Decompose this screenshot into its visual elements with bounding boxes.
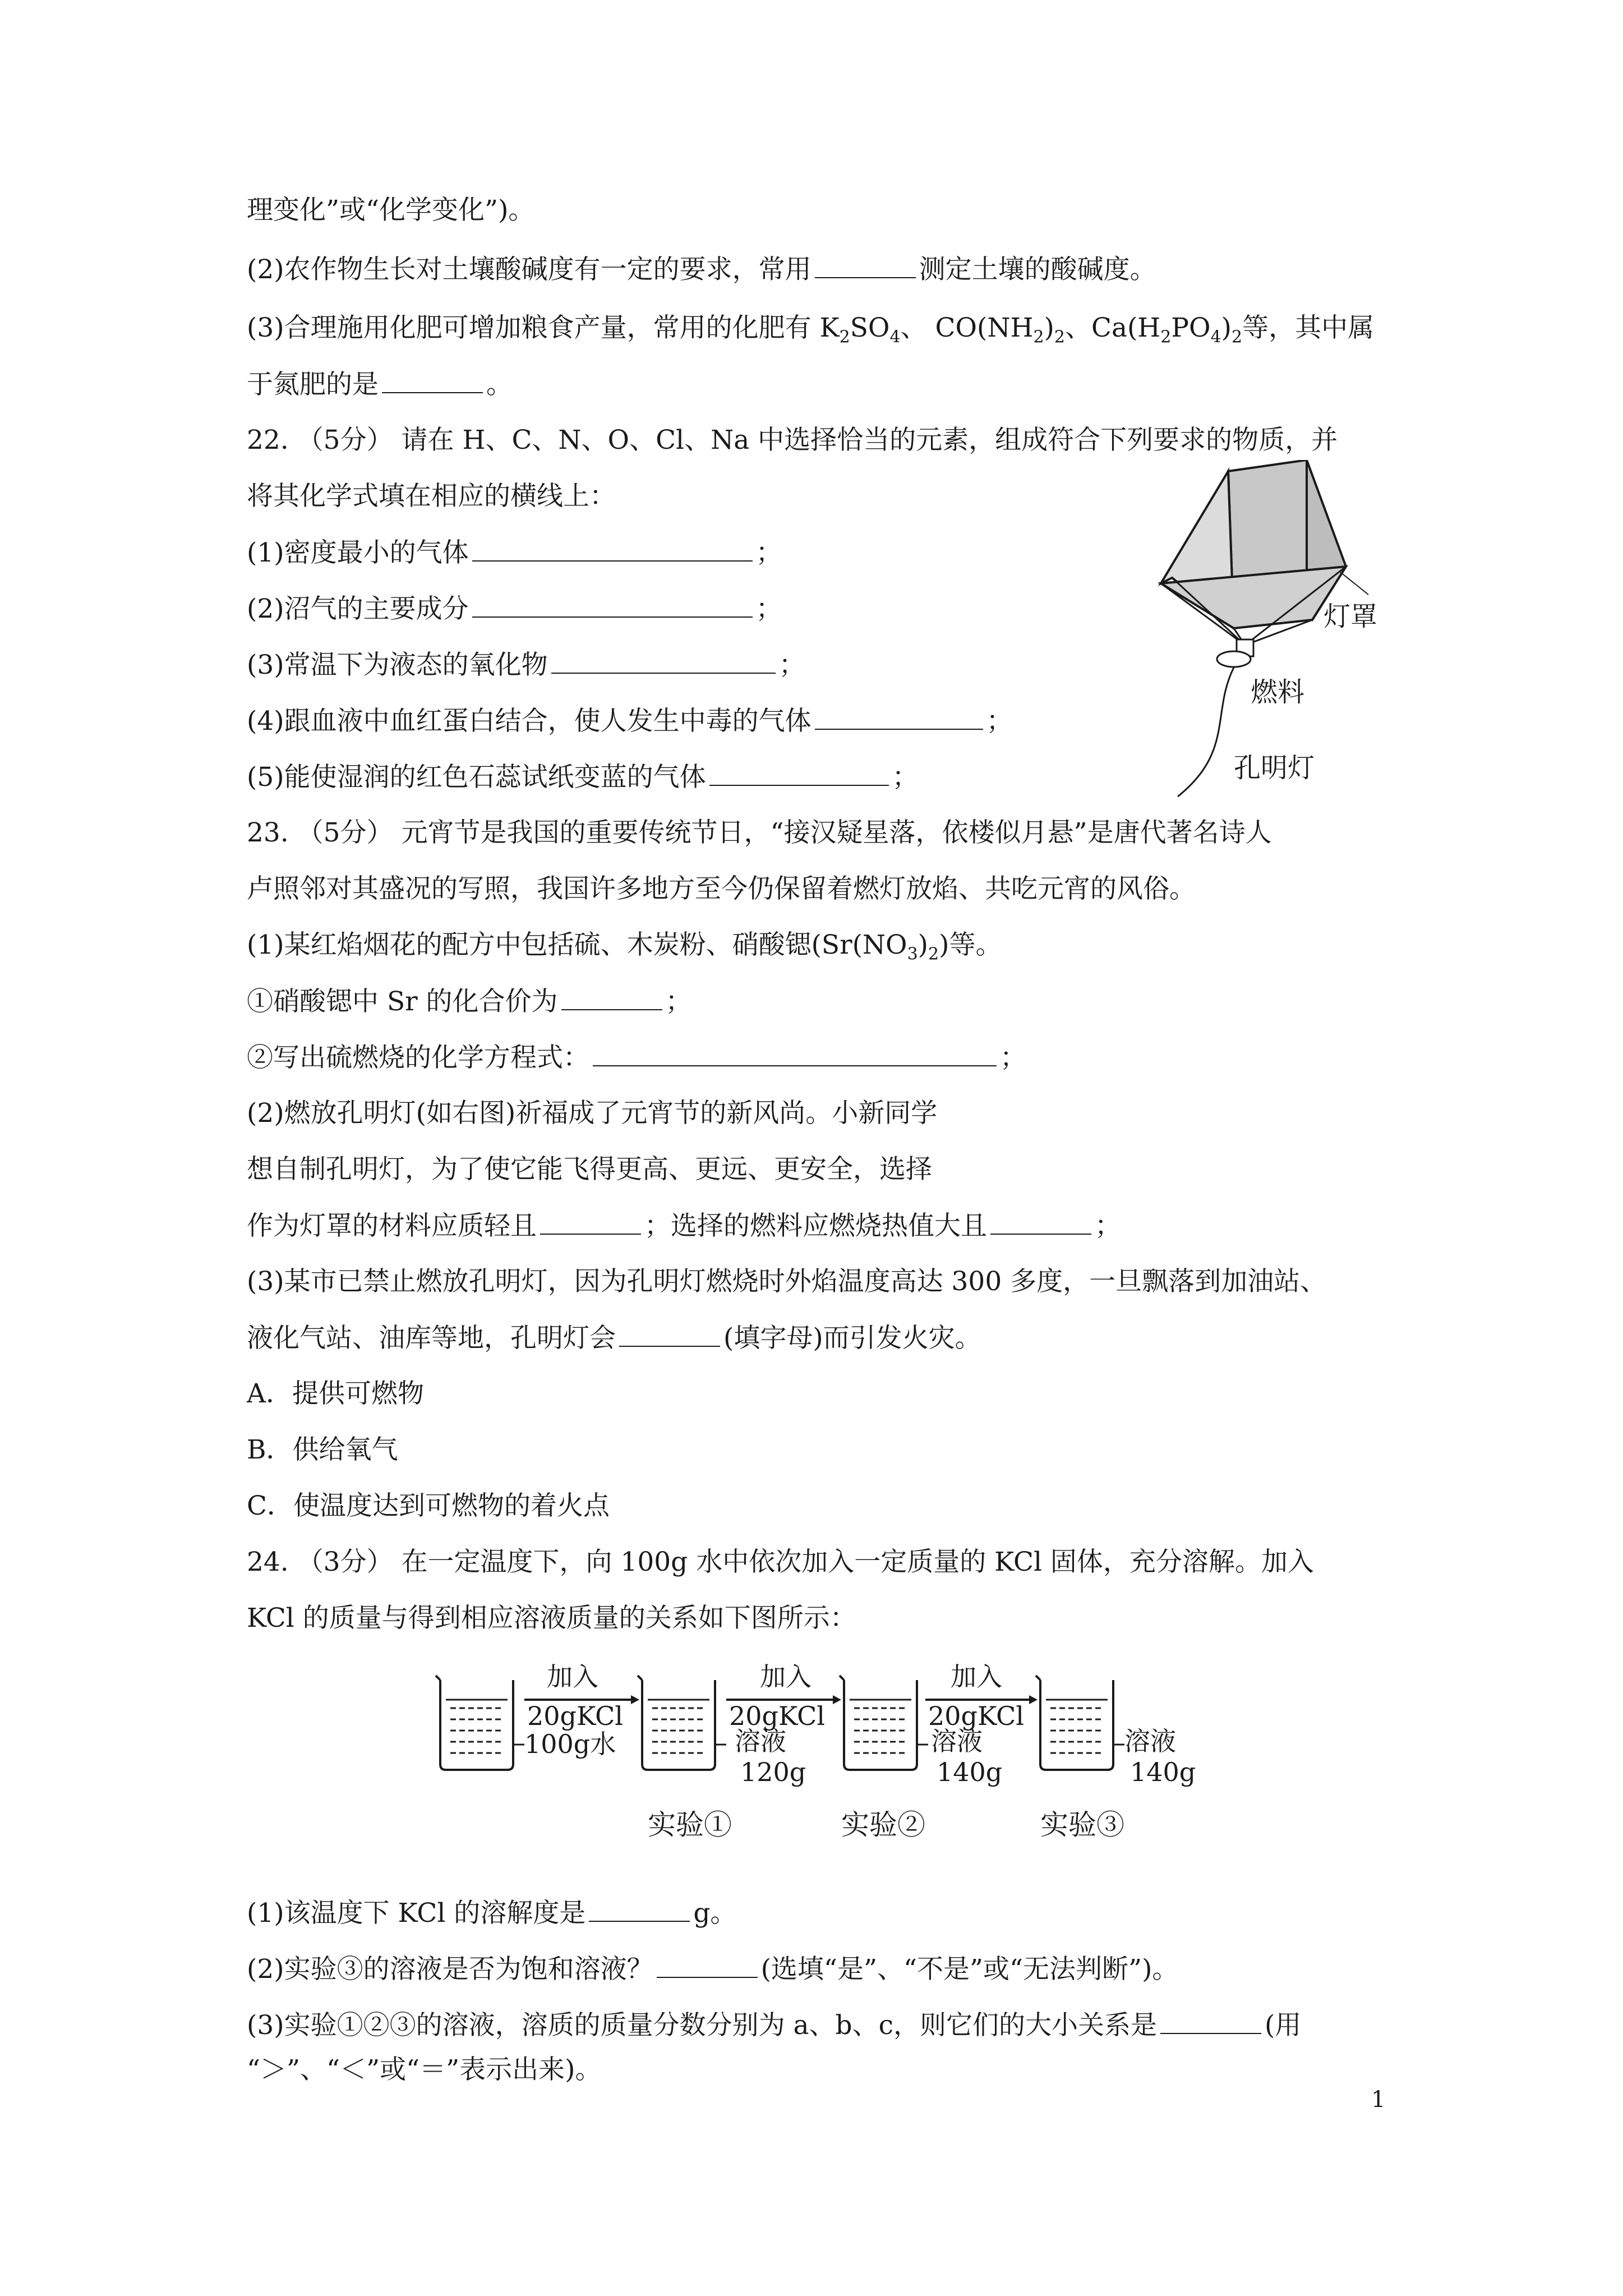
q23-option-b: B．供给氧气 <box>247 1434 398 1465</box>
q24-intro-line2: KCl 的质量与得到相应溶液质量的关系如下图所示： <box>247 1603 856 1634</box>
add-label-1: 加入 <box>547 1662 598 1692</box>
q22-item-4: (4)跟血液中血红蛋白结合，使人发生中毒的气体 ； <box>247 704 1013 738</box>
answer-blank[interactable] <box>472 592 753 618</box>
add-amount-3: 20gKCl <box>928 1701 1025 1731</box>
add-label-2: 加入 <box>760 1662 811 1692</box>
answer-blank[interactable] <box>709 760 889 786</box>
answer-blank[interactable] <box>990 1209 1091 1235</box>
answer-blank[interactable] <box>619 1321 720 1347</box>
beaker-exp1 <box>638 1676 715 1770</box>
arrow-icon <box>1029 1695 1038 1704</box>
q24-part3-line2: “＞”、“＜”或“＝”表示出来)。 <box>247 2054 602 2085</box>
lantern-shade-label: 灯罩 <box>1324 601 1378 632</box>
experiment-1-label: 实验① <box>648 1809 732 1841</box>
q24-part1: (1)该温度下 KCl 的溶解度是 g。 <box>247 1896 736 1930</box>
q22-intro-line1: 22. （5分） 请在 H、C、N、O、Cl、Na 中选择恰当的元素，组成符合下列要求的物质，并 <box>247 425 1338 455</box>
beaker-water <box>436 1676 513 1770</box>
q24-part2: (2)实验③的溶液是否为饱和溶液？ (选填“是”、“不是”或“无法判断”)。 <box>247 1952 1178 1986</box>
water-label: 100g水 <box>524 1729 616 1759</box>
answer-blank[interactable] <box>1160 2008 1261 2034</box>
arrow-icon <box>631 1695 639 1704</box>
q24-intro-line1: 24. （3分） 在一定温度下，向 100g 水中依次加入一定质量的 KCl 固体，充分溶解。加入 <box>247 1547 1314 1577</box>
arrow-icon <box>833 1695 841 1704</box>
solution-label-2: 溶液 <box>931 1726 983 1756</box>
q23-part2-line2: 想自制孔明灯，为了使它能飞得更高、更远、更安全，选择 <box>247 1154 932 1185</box>
add-label-3: 加入 <box>951 1662 1002 1692</box>
lantern-fuel-label: 燃料 <box>1251 677 1305 708</box>
kongming-lantern-figure <box>1155 460 1413 808</box>
solution-label-1: 溶液 <box>735 1726 786 1756</box>
answer-blank[interactable] <box>382 367 483 393</box>
q22-item-5: (5)能使湿润的红色石蕊试纸变蓝的气体 ； <box>247 760 919 794</box>
q23-part2-line1: (2)燃放孔明灯(如右图)祈福成了元宵节的新风尚。小新同学 <box>247 1098 938 1129</box>
q21-line2: (2)农作物生长对土壤酸碱度有一定的要求，常用 测定土壤的酸碱度。 <box>247 252 1156 287</box>
solution-label-3: 溶液 <box>1124 1726 1176 1756</box>
answer-blank[interactable] <box>540 1209 641 1235</box>
answer-blank[interactable] <box>589 1896 690 1922</box>
page-number: 1 <box>1371 2087 1386 2113</box>
q24-part3: (3)实验①②③的溶液，溶质的质量分数分别为 a、b、c，则它们的大小关系是 (用 <box>247 2008 1301 2042</box>
q23-part2-line3: 作为灯罩的材料应质轻且 ；选择的燃料应燃烧热值大且 ； <box>247 1209 1121 1243</box>
q23-intro-line2: 卢照邻对其盛况的写照，我国许多地方至今仍保留着燃灯放焰、共吃元宵的风俗。 <box>247 873 1196 904</box>
q21-line3: (3)合理施用化肥可增加粮食产量，常用的化肥有 $K_2SO_4$、 $CO(NH_2)_2$、$Ca(H_2PO_4)_2$等，其中属 <box>247 312 1375 347</box>
answer-blank[interactable] <box>551 648 776 674</box>
answer-blank[interactable] <box>657 1952 758 1978</box>
add-amount-1: 20gKCl <box>527 1701 624 1731</box>
lantern-caption: 孔明灯 <box>1234 752 1315 784</box>
kcl-experiment-diagram <box>432 1660 1206 1857</box>
answer-blank[interactable] <box>815 252 916 278</box>
q22-item-3: (3)常温下为液态的氧化物 ； <box>247 648 805 682</box>
solution-mass-3: 140g <box>1130 1757 1196 1787</box>
q23-option-a: A．提供可燃物 <box>247 1378 424 1409</box>
q23-part1: (1)某红焰烟花的配方中包括硫、木炭粉、硝酸锶$(Sr(NO_3)_2)$等。 <box>247 930 1002 964</box>
add-amount-2: 20gKCl <box>729 1701 826 1731</box>
q23-option-c: C．使温度达到可燃物的着火点 <box>247 1490 610 1521</box>
q23-part1-2: ②写出硫燃烧的化学方程式： ； <box>247 1041 1026 1075</box>
answer-blank[interactable] <box>815 704 983 730</box>
answer-blank[interactable] <box>593 1041 997 1066</box>
q22-item-1: (1)密度最小的气体 ； <box>247 536 782 570</box>
q23-part3-line1: (3)某市已禁止燃放孔明灯，因为孔明灯燃烧时外焰温度高达 300 多度，一旦飘落到加油站、 <box>247 1266 1327 1297</box>
q22-item-2: (2)沼气的主要成分 ； <box>247 592 782 626</box>
beaker-exp3 <box>1036 1676 1113 1770</box>
q21-line4: 于氮肥的是 。 <box>247 367 513 402</box>
beaker-exp2 <box>840 1676 917 1770</box>
experiment-3-label: 实验③ <box>1040 1809 1124 1841</box>
answer-blank[interactable] <box>472 536 753 562</box>
q21-line1: 理变化”或“化学变化”)。 <box>247 195 535 226</box>
solution-mass-2: 140g <box>937 1757 1003 1787</box>
experiment-2-label: 实验② <box>841 1809 925 1841</box>
q23-part3-line2: 液化气站、油库等地，孔明灯会 (填字母)而引发火灾。 <box>247 1321 981 1355</box>
q22-intro-line2: 将其化学式填在相应的横线上： <box>247 481 616 512</box>
solution-mass-1: 120g <box>740 1757 806 1787</box>
answer-blank[interactable] <box>561 984 662 1010</box>
q23-intro-line1: 23. （5分） 元宵节是我国的重要传统节日，“接汉疑星落，依楼似月悬”是唐代著名诗人 <box>247 817 1272 848</box>
q23-part1-1: ①硝酸锶中 Sr 的化合价为 ； <box>247 984 692 1019</box>
